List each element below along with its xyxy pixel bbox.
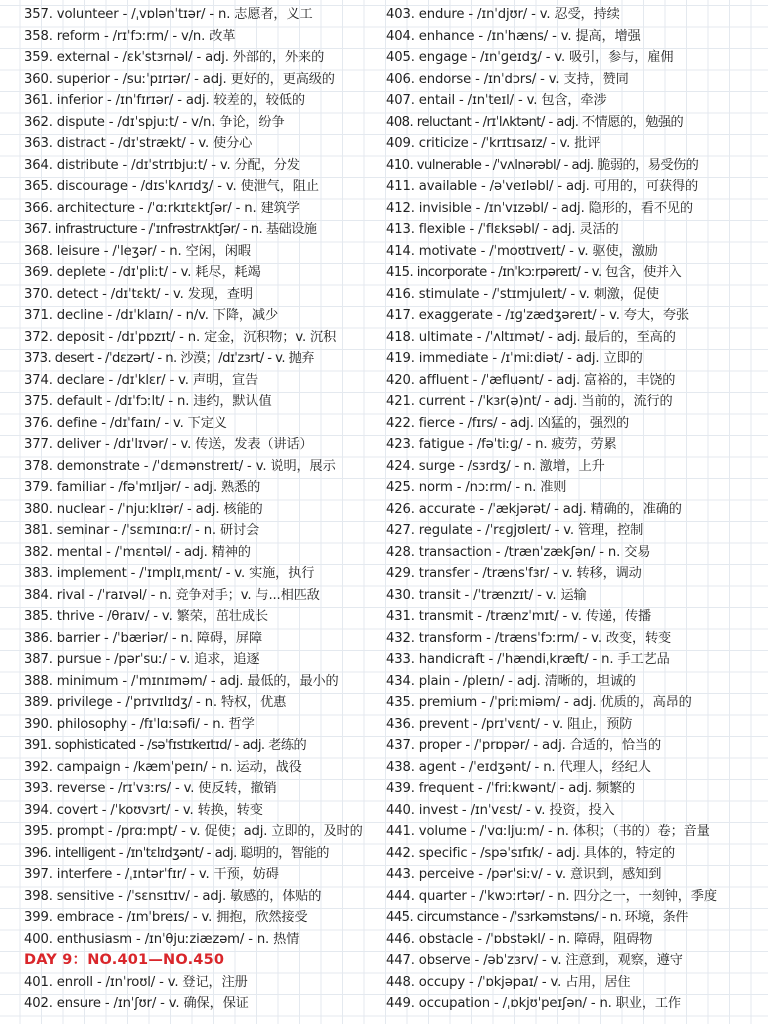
vocab-entry: 424. surge - /sɜrdʒ/ - n. 激增，上升 — [386, 458, 605, 474]
vocab-entry: 406. endorse - /ɪnˈdɔrs/ - v. 支持，赞同 — [386, 71, 629, 87]
vocab-entry: 367. infrastructure - /ˈɪnfrəstrʌktʃər/ - n. 基础设施 — [24, 222, 317, 237]
vocab-entry: 404. enhance - /ɪnˈhæns/ - v. 提高，增强 — [386, 28, 641, 44]
vocab-entry: 412. invisible - /ɪnˈvɪzəbl/ - adj. 隐形的，看不见的 — [386, 200, 693, 216]
vocab-entry: 377. deliver - /dɪˈlɪvər/ - v. 传送，发表（讲话） — [24, 437, 313, 452]
vocab-entry: 407. entail - /ɪnˈteɪl/ - v. 包含，牵涉 — [386, 93, 607, 108]
vocab-entry: 426. accurate - /ˈækjərət/ - adj. 精确的，准确的 — [386, 501, 682, 517]
vocab-entry: 422. fierce - /fɪrs/ - adj. 凶猛的，强烈的 — [386, 415, 630, 431]
vocab-entry: 390. philosophy - /fɪˈlɑːsəfi/ - n. 哲学 — [24, 716, 255, 732]
vocab-entry: 434. plain - /pleɪn/ - adj. 清晰的，坦诚的 — [386, 673, 636, 689]
vocab-entry: 394. covert - /ˈkoʊvɜrt/ - v. 转换，转变 — [24, 802, 263, 818]
vocab-entry: 448. occupy - /ˈɒkjəpaɪ/ - v. 占用，居住 — [386, 974, 631, 990]
vocab-entry: 365. discourage - /dɪsˈkʌrɪdʒ/ - v. 使泄气，阻止 — [24, 179, 319, 194]
vocab-entry: 358. reform - /rɪˈfɔːrm/ - v/n. 改革 — [24, 28, 236, 44]
vocab-entry: 392. campaign - /kæmˈpeɪn/ - n. 运动，战役 — [24, 759, 302, 775]
vocab-entry: 402. ensure - /ɪnˈʃʊr/ - v. 确保，保证 — [24, 996, 249, 1011]
vocab-entry: 423. fatigue - /fəˈtiːɡ/ - n. 疲劳，劳累 — [386, 437, 617, 452]
vocab-entry: 435. premium - /ˈpriːmiəm/ - adj. 优质的，高昂的 — [386, 695, 692, 710]
vocab-entry: 371. decline - /dɪˈklaɪn/ - n/v. 下降，减少 — [24, 308, 278, 323]
vocab-entry: 403. endure - /ɪnˈdjʊr/ - v. 忍受，持续 — [386, 7, 620, 22]
vocab-entry: 430. transit - /ˈtrænzɪt/ - v. 运输 — [386, 587, 587, 603]
vocab-entry: 411. available - /əˈveɪləbl/ - adj. 可用的，可获得的 — [386, 179, 699, 194]
vocab-entry: 359. external - /ɛkˈstɜrnəl/ - adj. 外部的，外来的 — [24, 50, 325, 65]
vocab-entry: 368. leisure - /ˈleʒər/ - n. 空闲，闲暇 — [24, 243, 251, 259]
vocab-entry: 375. default - /dɪˈfɔːlt/ - n. 违约，默认值 — [24, 394, 272, 409]
vocab-entry: 373. desert - /ˈdɛzərt/ - n. 沙漠；/dɪˈzɜrt/ - v. 抛弃 — [24, 351, 314, 366]
vocab-entry: 369. deplete - /dɪˈpliːt/ - v. 耗尽，耗竭 — [24, 265, 261, 280]
vocab-entry: 441. volume - /ˈvɑːljuːm/ - n. 体积；（书的）卷；音量 — [386, 824, 710, 839]
vocab-entry: 442. specific - /spəˈsɪfɪk/ - adj. 具体的，特定的 — [386, 845, 675, 861]
vocab-entry: 436. prevent - /prɪˈvɛnt/ - v. 阻止，预防 — [386, 716, 633, 732]
vocab-entry: 433. handicraft - /ˈhændiˌkræft/ - n. 手工艺品 — [386, 652, 670, 667]
vocab-entry: 380. nuclear - /ˈnjuːklɪər/ - adj. 核能的 — [24, 501, 263, 517]
vocab-entry: 443. perceive - /pərˈsiːv/ - v. 意识到，感知到 — [386, 867, 662, 882]
vocab-entry: 440. invest - /ɪnˈvɛst/ - v. 投资，投入 — [386, 802, 615, 818]
left-column — [24, 4, 380, 1015]
vocab-entry: 447. observe - /əbˈzɜrv/ - v. 注意到，观察，遵守 — [386, 953, 683, 968]
vocab-entry: 427. regulate - /ˈrɛɡjʊleɪt/ - v. 管理，控制 — [386, 523, 644, 538]
vocab-entry: 398. sensitive - /ˈsɛnsɪtɪv/ - adj. 敏感的，体贴的 — [24, 888, 322, 904]
vocab-entry: 418. ultimate - /ˈʌltɪmət/ - adj. 最后的，至高的 — [386, 329, 676, 345]
vocab-entry: 428. transaction - /trænˈzækʃən/ - n. 交易 — [386, 544, 651, 560]
vocab-entry: 429. transfer - /trænsˈfɜr/ - v. 转移，调动 — [386, 566, 642, 581]
vocab-entry: 386. barrier - /ˈbæriər/ - n. 障碍，屏障 — [24, 630, 262, 646]
vocab-entry: 444. quarter - /ˈkwɔːrtər/ - n. 四分之一，一刻钟，季度 — [386, 888, 717, 904]
vocab-entry: 437. proper - /ˈprɒpər/ - adj. 合适的，恰当的 — [386, 738, 662, 753]
vocab-entry: 446. obstacle - /ˈɒbstəkl/ - n. 障碍，阻碍物 — [386, 931, 653, 947]
vocab-entry: 413. flexible - /ˈflɛksəbl/ - adj. 灵活的 — [386, 222, 619, 237]
vocab-entry: 393. reverse - /rɪˈvɜːrs/ - v. 使反转，撤销 — [24, 781, 277, 796]
vocab-entry: 438. agent - /ˈeɪdʒənt/ - n. 代理人，经纪人 — [386, 759, 651, 775]
vocab-entry: 388. minimum - /ˈmɪnɪməm/ - adj. 最低的，最小的 — [24, 673, 339, 689]
vocab-entry: 432. transform - /trænsˈfɔːrm/ - v. 改变，转变 — [386, 630, 672, 646]
vocab-entry: 409. criticize - /ˈkrɪtɪsaɪz/ - v. 批评 — [386, 136, 601, 151]
vocab-entry: 391. sophisticated - /səˈfɪstɪkeɪtɪd/ - adj. 老练的 — [24, 738, 307, 753]
vocab-entry: 421. current - /ˈkɜr(ə)nt/ - adj. 当前的，流行的 — [386, 394, 673, 409]
day-heading: DAY 9：NO.401—NO.450 — [24, 952, 225, 968]
vocab-entry: 419. immediate - /ɪˈmiːdiət/ - adj. 立即的 — [386, 351, 643, 366]
vocab-entry: 416. stimulate - /ˈstɪmjuleɪt/ - v. 刺激，促使 — [386, 286, 659, 302]
vocab-entry: 400. enthusiasm - /ɪnˈθjuːziæzəm/ - n. 热情 — [24, 931, 300, 947]
right-column — [386, 4, 764, 1015]
vocab-entry: 389. privilege - /ˈprɪvɪlɪdʒ/ - n. 特权，优惠 — [24, 695, 287, 710]
vocab-entry: 357. volunteer - /ˌvɒlənˈtɪər/ - n. 志愿者，义工 — [24, 7, 313, 22]
vocab-entry: 408. reluctant - /rɪˈlʌktənt/ - adj. 不情愿的，勉强的 — [386, 114, 684, 130]
vocab-entry: 362. dispute - /dɪˈspjuːt/ - v/n. 争论，纷争 — [24, 114, 285, 130]
vocab-entry: 420. affluent - /ˈæfluənt/ - adj. 富裕的，丰饶的 — [386, 372, 676, 388]
vocab-entry: 366. architecture - /ˈɑːrkɪtɛktʃər/ - n. 建筑学 — [24, 200, 300, 216]
vocab-entry: 396. intelligent - /ɪnˈtɛlɪdʒənt/ - adj. 聪明的，智能的 — [24, 845, 329, 861]
vocab-entry: 382. mental - /ˈmɛntəl/ - adj. 精神的 — [24, 544, 251, 560]
vocab-entry: 414. motivate - /ˈmoʊtɪveɪt/ - v. 驱使，激励 — [386, 243, 658, 259]
vocab-entry: 384. rival - /ˈraɪvəl/ - n. 竞争对手；v. 与...相匹敌 — [24, 587, 320, 603]
vocab-entry: 385. thrive - /θraɪv/ - v. 繁荣，茁壮成长 — [24, 609, 268, 624]
vocab-entry: 387. pursue - /pərˈsuː/ - v. 追求，追逐 — [24, 652, 260, 667]
vocab-entry: 374. declare - /dɪˈklɛr/ - v. 声明，宣告 — [24, 372, 259, 388]
vocab-entry: 395. prompt - /prɑːmpt/ - v. 促使；adj. 立即的，及时的 — [24, 824, 363, 839]
vocab-entry: 397. interfere - /ˌɪntərˈfɪr/ - v. 干预，妨碍 — [24, 867, 279, 882]
vocab-entry: 370. detect - /dɪˈtɛkt/ - v. 发现，查明 — [24, 286, 253, 302]
vocab-entry: 401. enroll - /ɪnˈroʊl/ - v. 登记，注册 — [24, 974, 248, 990]
vocab-entry: 425. norm - /nɔːrm/ - n. 准则 — [386, 480, 567, 495]
vocab-entry: 431. transmit - /trænzˈmɪt/ - v. 传递，传播 — [386, 609, 652, 624]
vocab-entry: 399. embrace - /ɪmˈbreɪs/ - v. 拥抱，欣然接受 — [24, 910, 308, 925]
vocab-entry: 378. demonstrate - /ˈdɛmənstreɪt/ - v. 说明，展示 — [24, 458, 336, 474]
vocab-entry: 439. frequent - /ˈfriːkwənt/ - adj. 频繁的 — [386, 781, 636, 796]
vocab-entry: 405. engage - /ɪnˈɡeɪdʒ/ - v. 吸引，参与，雇佣 — [386, 50, 674, 65]
vocab-entry: 364. distribute - /dɪˈstrɪbjuːt/ - v. 分配，分发 — [24, 157, 300, 173]
vocab-entry: 445. circumstance - /ˈsɜrkəmstəns/ - n. 环境，条件 — [386, 910, 688, 925]
vocab-entry: 372. deposit - /dɪˈpɒzɪt/ - n. 定金，沉积物；v. 沉积 — [24, 329, 337, 345]
vocab-entry: 376. define - /dɪˈfaɪn/ - v. 下定义 — [24, 415, 227, 431]
vocab-entry: 449. occupation - /ˌɒkjʊˈpeɪʃən/ - n. 职业，工作 — [386, 996, 681, 1011]
vocab-entry: 361. inferior - /ɪnˈfɪrɪər/ - adj. 较差的，较低的 — [24, 93, 305, 108]
vocab-entry: 417. exaggerate - /ɪɡˈzædʒəreɪt/ - v. 夸大，夸张 — [386, 308, 689, 323]
vocab-entry: 410. vulnerable - /ˈvʌlnərəbl/ - adj. 脆弱的，易受伤的 — [386, 157, 699, 173]
vocab-entry: 383. implement - /ˈɪmplɪˌmɛnt/ - v. 实施，执行 — [24, 566, 315, 581]
vocab-entry: 381. seminar - /ˈsɛmɪnɑːr/ - n. 研讨会 — [24, 523, 260, 538]
vocab-entry: 360. superior - /suːˈpɪrɪər/ - adj. 更好的，更高级的 — [24, 71, 335, 87]
vocab-entry: 379. familiar - /fəˈmɪljər/ - adj. 熟悉的 — [24, 480, 261, 495]
vocab-entry: 415. incorporate - /ɪnˈkɔːrpəreɪt/ - v. 包含，使并入 — [386, 265, 682, 280]
vocab-entry: 363. distract - /dɪˈstrækt/ - v. 使分心 — [24, 136, 253, 151]
